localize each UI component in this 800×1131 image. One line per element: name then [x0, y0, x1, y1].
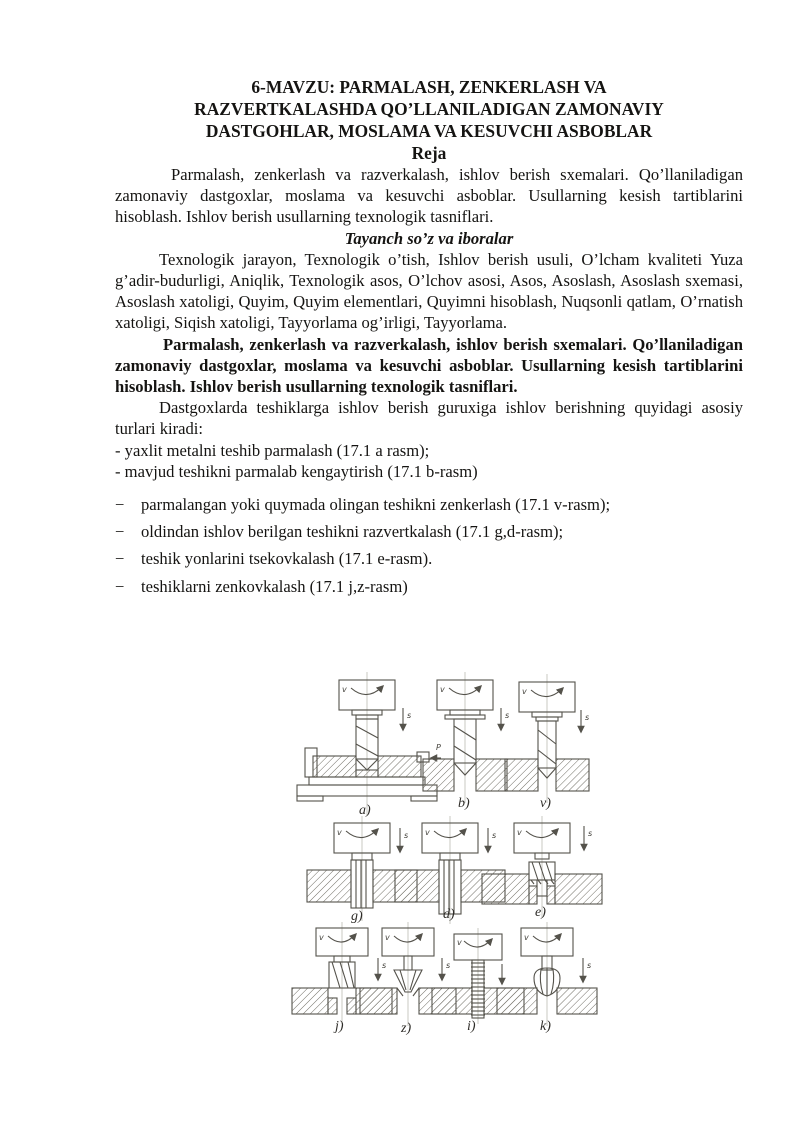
rotation-symbol: v [319, 933, 324, 942]
rotation-symbol: v [524, 933, 529, 942]
dash-bullet: − [115, 576, 125, 596]
subfigure-k-zenkovka [497, 922, 597, 1034]
subfigure-label: e) [535, 905, 546, 920]
intro-paragraph: Parmalash, zenkerlash va razverkalash, ishlov berish sxemalari. Qo’llaniladigan zamonaviy dastgoxlar, moslama va kesuvchi asboblar. Usullarning kesish tartiblarini hisoblash. Ishlov berish usullarning texnologik tasniflari. [115, 165, 743, 227]
subfigure-label: i) [467, 1019, 476, 1034]
reja-heading: Reja [411, 143, 447, 163]
rotation-symbol: v [385, 933, 390, 942]
figure-17-1 [283, 666, 613, 1046]
dash-bullet: − [115, 522, 125, 542]
rotation-symbol: v [517, 828, 522, 837]
subfigure-label: v) [540, 796, 551, 811]
feed-symbol: s [407, 711, 412, 720]
title-line-2: RAZVERTKALASHDA QO’LLANILADIGAN ZAMONAVIY [194, 99, 664, 119]
clamp-force-symbol: P [436, 743, 441, 752]
subfigure-label: d) [443, 907, 455, 922]
subfigure-v-zenkering [505, 674, 589, 811]
feed-symbol: s [382, 961, 387, 970]
dash-list [115, 488, 743, 597]
subfigure-label: a) [359, 803, 371, 818]
subfigure-j-countersinking [292, 922, 392, 1034]
body-paragraph: Dastgoxlarda teshiklarga ishlov berish guruxiga ishlov berishning quyidagi asosiy turlari kiradi: [115, 398, 743, 439]
feed-symbol: s [588, 829, 593, 838]
rotation-symbol: v [440, 685, 445, 694]
subfigure-b-enlarging [423, 672, 509, 811]
list-item-hyphen-1: - yaxlit metalni teshib parmalash (17.1 a rasm); [115, 440, 430, 460]
rotation-symbol: v [342, 685, 347, 694]
title-line-3: DASTGOHLAR, MOSLAMA VA KESUVCHI ASBOBLAR [205, 121, 653, 141]
list-item-dash-3 [115, 542, 743, 569]
bold-summary-paragraph: Parmalash, zenkerlash va razverkalash, ishlov berish sxemalari. Qo’llaniladigan zamonaviy dastgoxlar, moslama va kesuvchi asboblar. Usullarning kesish tartiblarini hisoblash. Ishlov berish usullarning texnologik tasniflari. [115, 334, 743, 397]
list-item-text: parmalangan yoki quymada olingan teshikni zenkerlash (17.1 v-rasm); [141, 495, 611, 515]
subfigure-label: j) [335, 1019, 344, 1034]
dash-bullet: − [115, 549, 125, 569]
subfigure-label: g) [351, 909, 363, 924]
title-line-1: 6-MAVZU: PARMALASH, ZENKERLASH VA [251, 77, 607, 97]
subfigure-label: k) [540, 1019, 551, 1034]
subfigure-a-drilling [297, 672, 441, 818]
subfigure-z-chamfering [360, 922, 456, 1036]
list-item-hyphen-2: - mavjud teshikni parmalab kengaytirish (17.1 b-rasm) [115, 461, 478, 481]
feed-symbol: s [404, 831, 409, 840]
list-item-dash-1 [115, 488, 743, 515]
feed-symbol: s [446, 961, 451, 970]
keywords-paragraph: Texnologik jarayon, Texnologik o’tish, Ishlov berish usuli, O’lcham kvaliteti Yuza g’adir-budurligi, Aniqlik, Texnologik asos, O’lchov asosi, Asos, Asoslash, Asoslash sxemasi, Asoslash xatoligi, Quyim, Quyim elementlari, Quyimni hisoblash, Nuqsonli qatlam, O’rnatish xatoligi, Siqish xatoligi, Tayyorlama og’irligi, Tayyorlama. [115, 249, 743, 333]
subfigure-label: b) [458, 796, 470, 811]
feed-symbol: s [585, 713, 590, 722]
feed-symbol: s [505, 711, 510, 720]
feed-symbol: s [492, 831, 497, 840]
list-item-dash-2 [115, 515, 743, 542]
rotation-symbol: v [425, 828, 430, 837]
rotation-symbol: v [522, 687, 527, 696]
list-item-text: teshik yonlarini tsekovkalash (17.1 e-rasm). [141, 549, 433, 569]
text-column [115, 76, 743, 597]
page-title [115, 76, 743, 142]
rotation-symbol: v [337, 828, 342, 837]
subfigure-e-counterboring [482, 816, 602, 920]
feed-symbol: s [587, 961, 592, 970]
subfigure-d-reaming [395, 816, 505, 924]
subfigure-label: z) [401, 1021, 412, 1036]
dash-bullet: − [115, 495, 125, 515]
rotation-symbol: v [457, 938, 462, 947]
subfigure-i-tapping [432, 928, 524, 1034]
figure-17-1-drawing [283, 666, 613, 1046]
list-item-dash-4 [115, 570, 743, 597]
list-item-text: oldindan ishlov berilgan teshikni razvertkalash (17.1 g,d-rasm); [141, 522, 564, 542]
keywords-heading: Tayanch so’z va iboralar [344, 228, 514, 248]
list-item-text: teshiklarni zenkovkalash (17.1 j,z-rasm) [141, 576, 408, 596]
